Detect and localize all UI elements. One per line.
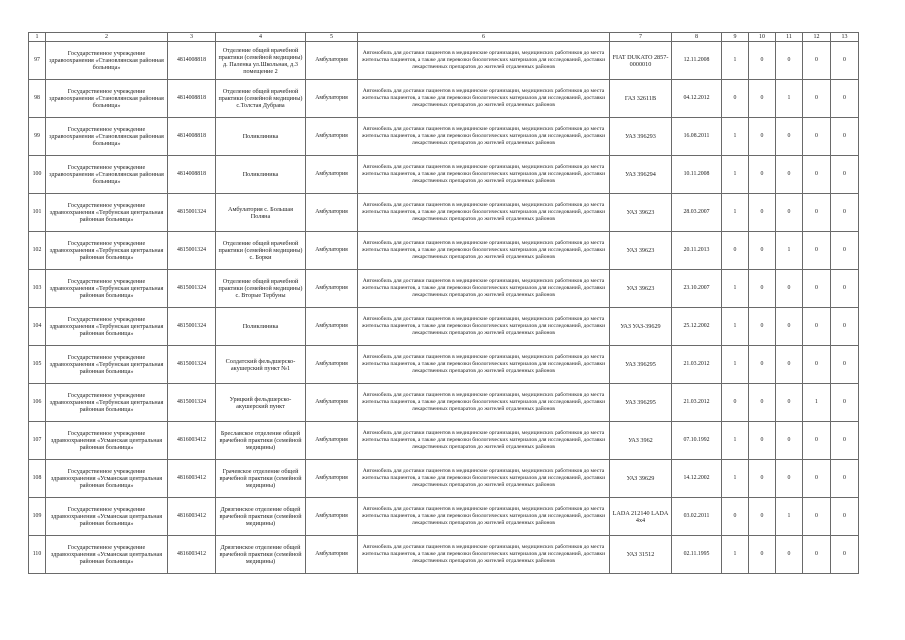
subdivision-cell: Урицкий фельдшерско-акушерский пункт xyxy=(216,384,306,422)
count-cell: 1 xyxy=(722,536,749,574)
table-body xyxy=(29,42,859,574)
inn-cell: 4816003412 xyxy=(168,536,216,574)
purpose-cell: Автомобиль для доставки пациентов в медицинские организации, медицинских работников до места жительства пациентов, а также для перевозки биологических материалов для исследований, доставки лекарственных препаратов до жителей отдаленных районов xyxy=(358,80,610,118)
table-row xyxy=(29,536,859,574)
column-header: 3 xyxy=(168,33,216,42)
row-number-cell: 107 xyxy=(29,422,46,460)
count-cell: 0 xyxy=(831,460,859,498)
count-cell: 0 xyxy=(831,270,859,308)
organization-cell: Государственное учреждение здравоохранения «Тербунская центральная районная больница» xyxy=(46,308,168,346)
row-number-cell: 102 xyxy=(29,232,46,270)
facility-type-cell: Амбулатория xyxy=(306,384,358,422)
count-cell: 0 xyxy=(831,80,859,118)
count-cell: 1 xyxy=(776,80,803,118)
count-cell: 0 xyxy=(749,80,776,118)
date-cell: 16.08.2011 xyxy=(672,118,722,156)
purpose-cell: Автомобиль для доставки пациентов в медицинские организации, медицинских работников до места жительства пациентов, а также для перевозки биологических материалов для исследований, доставки лекарственных препаратов до жителей отдаленных районов xyxy=(358,270,610,308)
count-cell: 1 xyxy=(722,156,749,194)
table-row xyxy=(29,118,859,156)
count-cell: 0 xyxy=(803,498,831,536)
column-header: 11 xyxy=(776,33,803,42)
purpose-cell: Автомобиль для доставки пациентов в медицинские организации, медицинских работников до места жительства пациентов, а также для перевозки биологических материалов для исследований, доставки лекарственных препаратов до жителей отдаленных районов xyxy=(358,42,610,80)
count-cell: 0 xyxy=(749,232,776,270)
row-number-cell: 100 xyxy=(29,156,46,194)
subdivision-cell: Отделение общей врачебной практики (семейной медицины) с. Вторые Тербуны xyxy=(216,270,306,308)
count-cell: 0 xyxy=(803,308,831,346)
count-cell: 1 xyxy=(722,422,749,460)
count-cell: 0 xyxy=(749,422,776,460)
subdivision-cell: Поликлиника xyxy=(216,156,306,194)
purpose-cell: Автомобиль для доставки пациентов в медицинские организации, медицинских работников до места жительства пациентов, а также для перевозки биологических материалов для исследований, доставки лекарственных препаратов до жителей отдаленных районов xyxy=(358,232,610,270)
count-cell: 0 xyxy=(831,498,859,536)
count-cell: 1 xyxy=(722,194,749,232)
facility-type-cell: Амбулатория xyxy=(306,498,358,536)
count-cell: 0 xyxy=(831,422,859,460)
count-cell: 0 xyxy=(776,346,803,384)
vehicle-model-cell: УАЗ 39623 xyxy=(610,232,672,270)
purpose-cell: Автомобиль для доставки пациентов в медицинские организации, медицинских работников до места жительства пациентов, а также для перевозки биологических материалов для исследований, доставки лекарственных препаратов до жителей отдаленных районов xyxy=(358,536,610,574)
count-cell: 0 xyxy=(831,346,859,384)
count-cell: 0 xyxy=(831,384,859,422)
count-cell: 0 xyxy=(803,422,831,460)
count-cell: 1 xyxy=(776,498,803,536)
row-number-cell: 106 xyxy=(29,384,46,422)
inn-cell: 4815001324 xyxy=(168,384,216,422)
count-cell: 0 xyxy=(749,536,776,574)
purpose-cell: Автомобиль для доставки пациентов в медицинские организации, медицинских работников до места жительства пациентов, а также для перевозки биологических материалов для исследований, доставки лекарственных препаратов до жителей отдаленных районов xyxy=(358,156,610,194)
count-cell: 1 xyxy=(803,384,831,422)
count-cell: 0 xyxy=(722,80,749,118)
vehicle-model-cell: УАЗ 3962 xyxy=(610,422,672,460)
column-header: 9 xyxy=(722,33,749,42)
count-cell: 0 xyxy=(776,460,803,498)
date-cell: 12.11.2008 xyxy=(672,42,722,80)
count-cell: 0 xyxy=(831,156,859,194)
row-number-cell: 109 xyxy=(29,498,46,536)
date-cell: 02.11.1995 xyxy=(672,536,722,574)
inn-cell: 4814008818 xyxy=(168,80,216,118)
table-row xyxy=(29,346,859,384)
count-cell: 0 xyxy=(831,42,859,80)
purpose-cell: Автомобиль для доставки пациентов в медицинские организации, медицинских работников до места жительства пациентов, а также для перевозки биологических материалов для исследований, доставки лекарственных препаратов до жителей отдаленных районов xyxy=(358,118,610,156)
count-cell: 0 xyxy=(722,232,749,270)
facility-type-cell: Амбулатория xyxy=(306,270,358,308)
vehicle-model-cell: ГАЗ 32611В xyxy=(610,80,672,118)
row-number-cell: 105 xyxy=(29,346,46,384)
purpose-cell: Автомобиль для доставки пациентов в медицинские организации, медицинских работников до места жительства пациентов, а также для перевозки биологических материалов для исследований, доставки лекарственных препаратов до жителей отдаленных районов xyxy=(358,194,610,232)
inn-cell: 4816003412 xyxy=(168,498,216,536)
count-cell: 1 xyxy=(722,460,749,498)
column-header: 8 xyxy=(672,33,722,42)
purpose-cell: Автомобиль для доставки пациентов в медицинские организации, медицинских работников до места жительства пациентов, а также для перевозки биологических материалов для исследований, доставки лекарственных препаратов до жителей отдаленных районов xyxy=(358,460,610,498)
purpose-cell: Автомобиль для доставки пациентов в медицинские организации, медицинских работников до места жительства пациентов, а также для перевозки биологических материалов для исследований, доставки лекарственных препаратов до жителей отдаленных районов xyxy=(358,422,610,460)
count-cell: 1 xyxy=(722,118,749,156)
count-cell: 0 xyxy=(749,156,776,194)
date-cell: 07.10.1992 xyxy=(672,422,722,460)
inn-cell: 4816003412 xyxy=(168,460,216,498)
organization-cell: Государственное учреждение здравоохранения «Тербунская центральная районная больница» xyxy=(46,232,168,270)
row-number-cell: 101 xyxy=(29,194,46,232)
facility-type-cell: Амбулатория xyxy=(306,42,358,80)
facility-type-cell: Амбулатория xyxy=(306,346,358,384)
count-cell: 0 xyxy=(776,536,803,574)
document-page xyxy=(28,32,858,574)
count-cell: 0 xyxy=(831,232,859,270)
inn-cell: 4815001324 xyxy=(168,346,216,384)
count-cell: 0 xyxy=(749,346,776,384)
count-cell: 0 xyxy=(803,460,831,498)
subdivision-cell: Поликлиника xyxy=(216,118,306,156)
inn-cell: 4815001324 xyxy=(168,308,216,346)
facility-type-cell: Амбулатория xyxy=(306,536,358,574)
column-header: 12 xyxy=(803,33,831,42)
date-cell: 21.03.2012 xyxy=(672,346,722,384)
date-cell: 03.02.2011 xyxy=(672,498,722,536)
facility-type-cell: Амбулатория xyxy=(306,460,358,498)
count-cell: 0 xyxy=(776,118,803,156)
inn-cell: 4815001324 xyxy=(168,232,216,270)
organization-cell: Государственное учреждение здравоохранения «Усманская центральная районная больница» xyxy=(46,422,168,460)
vehicle-model-cell: УАЗ 396295 xyxy=(610,346,672,384)
subdivision-cell: Поликлиника xyxy=(216,308,306,346)
inn-cell: 4814008818 xyxy=(168,156,216,194)
purpose-cell: Автомобиль для доставки пациентов в медицинские организации, медицинских работников до места жительства пациентов, а также для перевозки биологических материалов для исследований, доставки лекарственных препаратов до жителей отдаленных районов xyxy=(358,346,610,384)
organization-cell: Государственное учреждение здравоохранения «Становлянская районная больница» xyxy=(46,80,168,118)
count-cell: 0 xyxy=(803,536,831,574)
subdivision-cell: Отделение общей врачебной практики (семейной медицины) д. Паленка ул.Школьная, д.3 помещение 2 xyxy=(216,42,306,80)
row-number-cell: 97 xyxy=(29,42,46,80)
subdivision-cell: Амбулатория с. Большая Поляна xyxy=(216,194,306,232)
column-header: 10 xyxy=(749,33,776,42)
date-cell: 14.12.2002 xyxy=(672,460,722,498)
count-cell: 0 xyxy=(749,42,776,80)
count-cell: 1 xyxy=(722,270,749,308)
count-cell: 0 xyxy=(803,232,831,270)
vehicle-model-cell: УАЗ 39623 xyxy=(610,270,672,308)
table-row xyxy=(29,308,859,346)
column-header: 4 xyxy=(216,33,306,42)
count-cell: 0 xyxy=(749,194,776,232)
table-row xyxy=(29,194,859,232)
row-number-cell: 108 xyxy=(29,460,46,498)
row-number-cell: 98 xyxy=(29,80,46,118)
count-cell: 0 xyxy=(722,498,749,536)
row-number-cell: 110 xyxy=(29,536,46,574)
facility-type-cell: Амбулатория xyxy=(306,80,358,118)
column-header: 5 xyxy=(306,33,358,42)
subdivision-cell: Солдатский фельдшерско-акушерский пункт №1 xyxy=(216,346,306,384)
organization-cell: Государственное учреждение здравоохранения «Тербунская центральная районная больница» xyxy=(46,194,168,232)
header-row xyxy=(29,33,859,42)
count-cell: 1 xyxy=(722,308,749,346)
subdivision-cell: Дрязгинское отделение общей врачебной практики (семейной медицины) xyxy=(216,536,306,574)
row-number-cell: 104 xyxy=(29,308,46,346)
organization-cell: Государственное учреждение здравоохранения «Тербунская центральная районная больница» xyxy=(46,270,168,308)
inn-cell: 4815001324 xyxy=(168,194,216,232)
organization-cell: Государственное учреждение здравоохранения «Тербунская центральная районная больница» xyxy=(46,346,168,384)
subdivision-cell: Отделение общей врачебной практики (семейной медицины) с. Борки xyxy=(216,232,306,270)
count-cell: 1 xyxy=(722,346,749,384)
count-cell: 0 xyxy=(776,194,803,232)
inn-cell: 4814008818 xyxy=(168,118,216,156)
column-header: 7 xyxy=(610,33,672,42)
vehicle-model-cell: УАЗ 39623 xyxy=(610,194,672,232)
inn-cell: 4816003412 xyxy=(168,422,216,460)
count-cell: 0 xyxy=(803,346,831,384)
count-cell: 0 xyxy=(776,270,803,308)
row-number-cell: 99 xyxy=(29,118,46,156)
date-cell: 20.11.2013 xyxy=(672,232,722,270)
count-cell: 0 xyxy=(749,460,776,498)
organization-cell: Государственное учреждение здравоохранения «Усманская центральная районная больница» xyxy=(46,536,168,574)
purpose-cell: Автомобиль для доставки пациентов в медицинские организации, медицинских работников до места жительства пациентов, а также для перевозки биологических материалов для исследований, доставки лекарственных препаратов до жителей отдаленных районов xyxy=(358,384,610,422)
purpose-cell: Автомобиль для доставки пациентов в медицинские организации, медицинских работников до места жительства пациентов, а также для перевозки биологических материалов для исследований, доставки лекарственных препаратов до жителей отдаленных районов xyxy=(358,498,610,536)
count-cell: 0 xyxy=(803,156,831,194)
organization-cell: Государственное учреждение здравоохранения «Становлянская районная больница» xyxy=(46,42,168,80)
count-cell: 0 xyxy=(776,156,803,194)
column-header: 1 xyxy=(29,33,46,42)
count-cell: 0 xyxy=(749,498,776,536)
organization-cell: Государственное учреждение здравоохранения «Усманская центральная районная больница» xyxy=(46,498,168,536)
subdivision-cell: Отделение общей врачебной практики (семейной медицины) с.Толстая Дубрава xyxy=(216,80,306,118)
table-row xyxy=(29,156,859,194)
column-number-header xyxy=(29,33,859,42)
organization-cell: Государственное учреждение здравоохранения «Становлянская районная больница» xyxy=(46,118,168,156)
count-cell: 0 xyxy=(776,422,803,460)
vehicle-model-cell: УАЗ 39629 xyxy=(610,460,672,498)
count-cell: 1 xyxy=(776,232,803,270)
count-cell: 0 xyxy=(831,118,859,156)
facility-type-cell: Амбулатория xyxy=(306,232,358,270)
vehicle-register-table xyxy=(28,32,859,574)
count-cell: 0 xyxy=(803,270,831,308)
table-row xyxy=(29,80,859,118)
count-cell: 0 xyxy=(749,384,776,422)
table-row xyxy=(29,384,859,422)
vehicle-model-cell: УАЗ 396295 xyxy=(610,384,672,422)
vehicle-model-cell: УАЗ УАЗ-39629 xyxy=(610,308,672,346)
vehicle-model-cell: FIAT DUKATO 2857-0000010 xyxy=(610,42,672,80)
facility-type-cell: Амбулатория xyxy=(306,156,358,194)
date-cell: 10.11.2008 xyxy=(672,156,722,194)
count-cell: 0 xyxy=(803,194,831,232)
count-cell: 0 xyxy=(803,118,831,156)
count-cell: 0 xyxy=(803,80,831,118)
inn-cell: 4814008818 xyxy=(168,42,216,80)
count-cell: 0 xyxy=(803,42,831,80)
vehicle-model-cell: LADA 212140 LADA 4x4 xyxy=(610,498,672,536)
vehicle-model-cell: УАЗ 396293 xyxy=(610,118,672,156)
subdivision-cell: Грачевское отделение общей врачебной практики (семейной медицины) xyxy=(216,460,306,498)
date-cell: 25.12.2002 xyxy=(672,308,722,346)
table-row xyxy=(29,42,859,80)
vehicle-model-cell: УАЗ 31512 xyxy=(610,536,672,574)
column-header: 2 xyxy=(46,33,168,42)
count-cell: 0 xyxy=(831,308,859,346)
facility-type-cell: Амбулатория xyxy=(306,194,358,232)
table-row xyxy=(29,232,859,270)
facility-type-cell: Амбулатория xyxy=(306,308,358,346)
date-cell: 28.03.2007 xyxy=(672,194,722,232)
subdivision-cell: Дрязгинское отделение общей врачебной практики (семейной медицины) xyxy=(216,498,306,536)
count-cell: 0 xyxy=(831,194,859,232)
purpose-cell: Автомобиль для доставки пациентов в медицинские организации, медицинских работников до места жительства пациентов, а также для перевозки биологических материалов для исследований, доставки лекарственных препаратов до жителей отдаленных районов xyxy=(358,308,610,346)
organization-cell: Государственное учреждение здравоохранения «Усманская центральная районная больница» xyxy=(46,460,168,498)
organization-cell: Государственное учреждение здравоохранения «Становлянская районная больница» xyxy=(46,156,168,194)
inn-cell: 4815001324 xyxy=(168,270,216,308)
table-row xyxy=(29,270,859,308)
facility-type-cell: Амбулатория xyxy=(306,422,358,460)
table-row xyxy=(29,460,859,498)
column-header: 13 xyxy=(831,33,859,42)
count-cell: 0 xyxy=(776,42,803,80)
count-cell: 0 xyxy=(776,384,803,422)
table-row xyxy=(29,498,859,536)
count-cell: 0 xyxy=(749,118,776,156)
date-cell: 21.03.2012 xyxy=(672,384,722,422)
column-header: 6 xyxy=(358,33,610,42)
count-cell: 0 xyxy=(722,384,749,422)
count-cell: 1 xyxy=(722,42,749,80)
subdivision-cell: Бреславское отделение общей врачебной практики (семейной медицины) xyxy=(216,422,306,460)
count-cell: 0 xyxy=(749,308,776,346)
facility-type-cell: Амбулатория xyxy=(306,118,358,156)
count-cell: 0 xyxy=(776,308,803,346)
date-cell: 23.10.2007 xyxy=(672,270,722,308)
table-row xyxy=(29,422,859,460)
organization-cell: Государственное учреждение здравоохранения «Тербунская центральная районная больница» xyxy=(46,384,168,422)
vehicle-model-cell: УАЗ 396294 xyxy=(610,156,672,194)
count-cell: 0 xyxy=(831,536,859,574)
row-number-cell: 103 xyxy=(29,270,46,308)
date-cell: 04.12.2012 xyxy=(672,80,722,118)
count-cell: 0 xyxy=(749,270,776,308)
